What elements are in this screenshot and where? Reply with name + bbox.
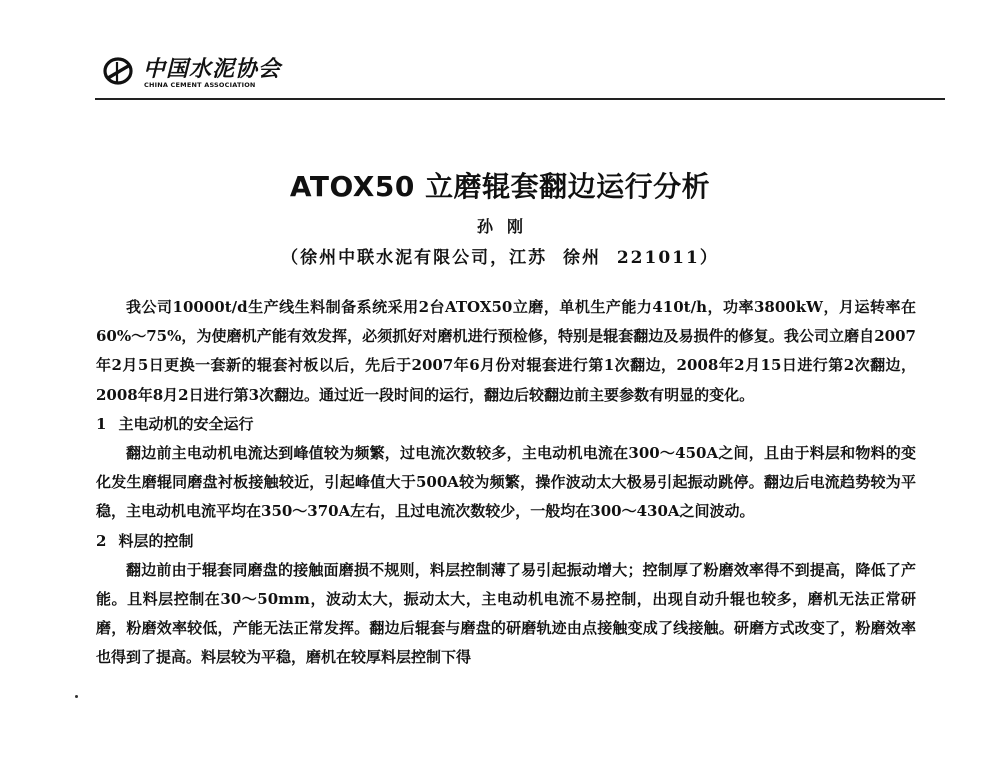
section-heading [96,527,916,556]
article-body [96,293,916,673]
section-title: 料层的控制 [118,531,194,550]
article-title: ATOX50 立磨辊套翻边运行分析 [289,170,711,203]
section-number: 1 [96,414,107,433]
section-paragraph: 翻边前由于辊套同磨盘的接触面磨损不规则，料层控制薄了易引起振动增大；控制厚了粉磨效率得不到提高，降低了产能。且料层控制在30～50mm，波动太大，振动太大，主电动机电流不易控制，出现自动升辊也较多，磨机无法正常研磨，粉磨效率较低，产能无法正常发挥。翻边后辊套与磨盘的研磨轨迹由点接触变成了线接触。研磨方式改变了，粉磨效率也得到了提高。料层较为平稳，磨机在较厚料层控制下得 [96,560,916,667]
intro-paragraph: 我公司10000t/d生产线生料制备系统采用2台ATOX50立磨，单机生产能力410t/h，功率3800kW，月运转率在60%～75%，为使磨机产能有效发挥，必须抓好对磨机进行预检修，特别是辊套翻边及易损件的修复。我公司立磨自2007年2月5日更换一套新的辊套衬板以后，先后于2007年6月份对辊套进行第1次翻边，2008年2月15日进行第2次翻边，2008年8月2日进行第3次翻边。通过近一段时间的运行，翻边后较翻边前主要参数有明显的变化。 [96,298,916,404]
cement-association-emblem-icon [103,56,135,86]
section-number: 2 [96,531,107,550]
article-author: 孙刚 [476,217,537,236]
logo-chinese-name: 中国水泥协会 [143,56,282,82]
header-divider [95,98,945,100]
journal-header [95,50,945,100]
logo-english-name: CHINA CEMENT ASSOCIATION [144,81,256,89]
section-title: 主电动机的安全运行 [118,414,254,433]
section-paragraph: 翻边前主电动机电流达到峰值较为频繁，过电流次数较多，主电动机电流在300～450A之间，且由于料层和物料的变化发生磨辊同磨盘衬板接触较近，引起峰值大于500A较为频繁，操作波动太大极易引起振动跳停。翻边后电流趋势较为平稳，主电动机电流平均在350～370A左右，且过电流次数较少，一般均在300～430A之间波动。 [96,444,916,521]
article-affiliation: （徐州中联水泥有限公司，江苏 徐州 221011） [281,248,719,268]
section-heading [96,410,916,439]
scan-speck [75,695,78,698]
